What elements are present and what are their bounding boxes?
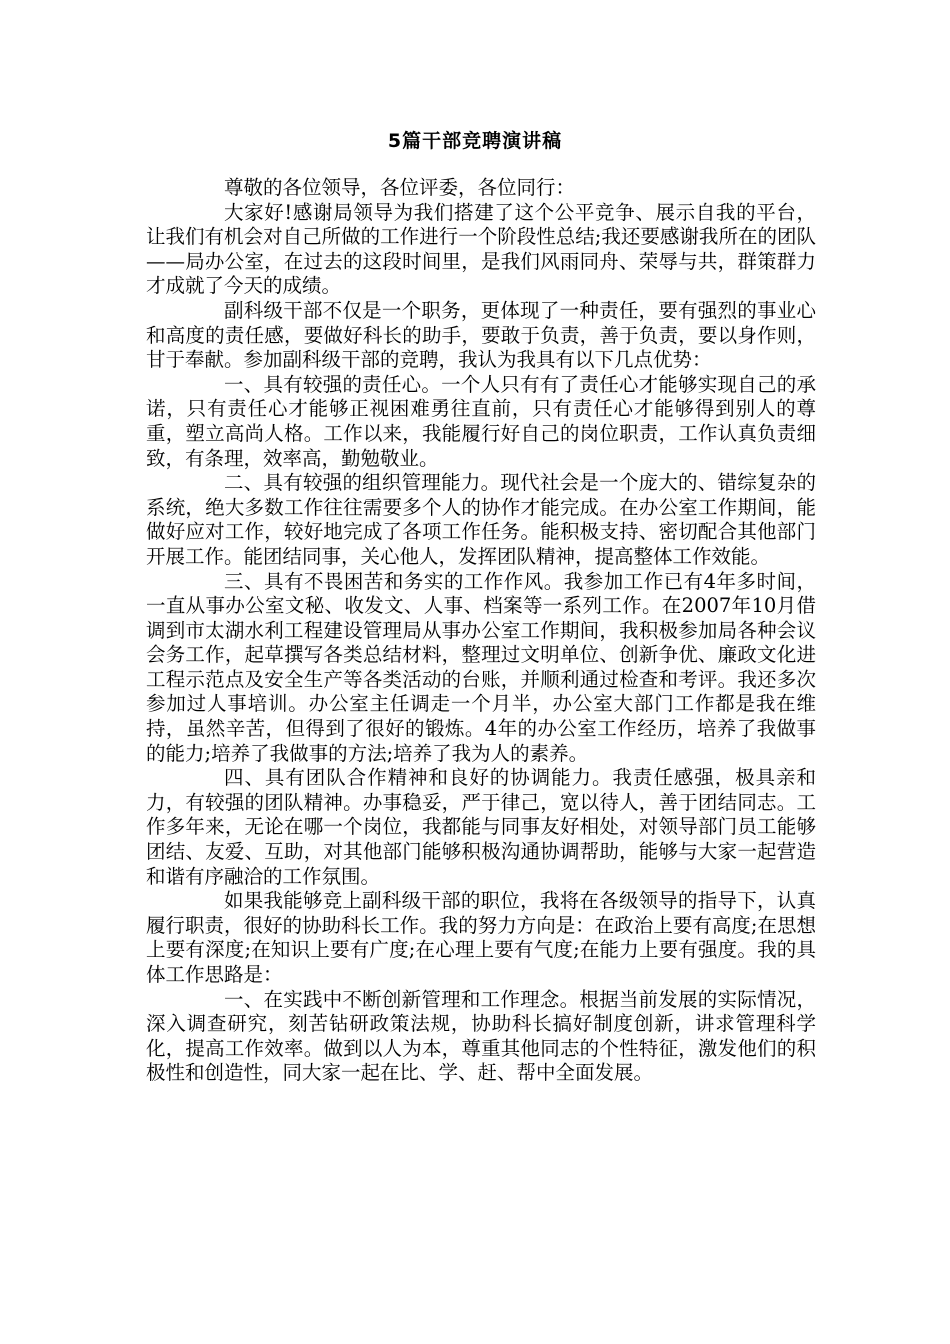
paragraph-role: 副科级干部不仅是一个职务，更体现了一种责任，要有强烈的事业心和高度的责任感，要做好科长的助手，要敢于负责，善于负责，要以身作则，甘于奉献。参加副科级干部的竞聘，我认为我具有以下几点优势： [146,298,816,372]
document-title: 5篇干部竞聘演讲稿 [387,130,563,152]
paragraph-strength-4: 四、具有团队合作精神和良好的协调能力。我责任感强，极具亲和力，有较强的团队精神。办事稳妥，严于律己，宽以待人，善于团结同志。工作多年来，无论在哪一个岗位，我都能与同事友好相处，对领导部门员工能够团结、友爱、互助，对其他部门能够积极沟通协调帮助，能够与大家一起营造和谐有序融洽的工作氛围。 [146,766,816,888]
paragraph-thanks: 大家好!感谢局领导为我们搭建了这个公平竞争、展示自我的平台，让我们有机会对自己所做的工作进行一个阶段性总结;我还要感谢我所在的团队——局办公室，在过去的这段时间里，是我们风雨同舟、荣辱与共，群策群力才成就了今天的成绩。 [146,200,816,298]
paragraph-strength-1: 一、具有较强的责任心。一个人只有有了责任心才能够实现自己的承诺，只有责任心才能够正视困难勇往直前，只有责任心才能够得到别人的尊重，塑立高尚人格。工作以来，我能履行好自己的岗位职责，工作认真负责细致，有条理，效率高，勤勉敬业。 [146,372,816,470]
paragraph-strength-3: 三、具有不畏困苦和务实的工作作风。我参加工作已有4年多时间，一直从事办公室文秘、收发文、人事、档案等一系列工作。在2007年10月借调到市太湖水利工程建设管理局从事办公室工作期间，我积极参加局各种会议会务工作，起草撰写各类总结材料，整理过文明单位、创新争优、廉政文化进工程示范点及安全生产等各类活动的台账，并顺利通过检查和考评。我还多次参加过人事培训。办公室主任调走一个月半，办公室大部门工作都是我在维持，虽然辛苦，但得到了很好的锻炼。4年的办公室工作经历，培养了我做事的能力;培养了我做事的方法;培养了我为人的素养。 [146,569,816,765]
paragraph-plan-1: 一、在实践中不断创新管理和工作理念。根据当前发展的实际情况，深入调查研究，刻苦钻研政策法规，协助科长搞好制度创新，讲求管理科学化，提高工作效率。做到以人为本，尊重其他同志的个性特征，激发他们的积极性和创造性，同大家一起在比、学、赶、帮中全面发展。 [146,987,816,1085]
paragraph-plan-intro: 如果我能够竞上副科级干部的职位，我将在各级领导的指导下，认真履行职责，很好的协助科长工作。我的努力方向是：在政治上要有高度;在思想上要有深度;在知识上要有广度;在心理上要有气度;在能力上要有强度。我的具体工作思路是： [146,889,816,986]
paragraph-strength-2: 二、具有较强的组织管理能力。现代社会是一个庞大的、错综复杂的系统，绝大多数工作往往需要多个人的协作才能完成。在办公室工作期间，能做好应对工作，较好地完成了各项工作任务。能积极支持、密切配合其他部门开展工作。能团结同事，关心他人，发挥团队精神，提高整体工作效能。 [146,471,816,568]
document-body [146,176,816,1086]
paragraph-greeting: 尊敬的各位领导，各位评委，各位同行： [224,176,576,199]
